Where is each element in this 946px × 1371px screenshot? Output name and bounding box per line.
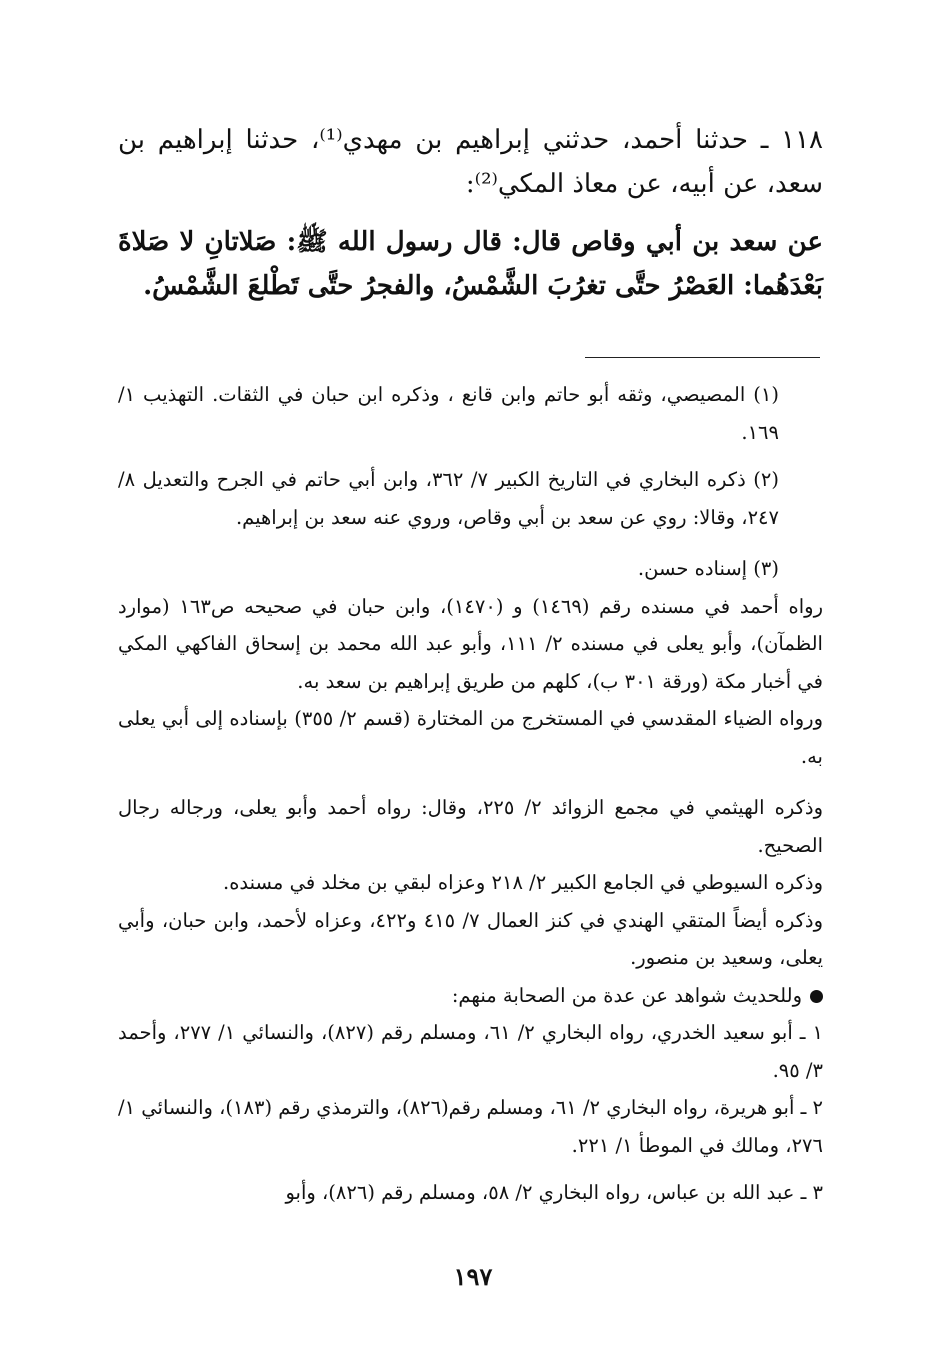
footnotes [118, 376, 823, 1212]
footnote-separator [585, 357, 820, 358]
footnote-list-item: ٢ ـ أبو هريرة، رواه البخاري ٢/ ٦١، ومسلم رقم(٨٢٦)، والترمذي رقم (١٨٣)، والنسائي ١/ ٢٧٦، ومالك في الموطأ ١/ ٢٢١. [118, 1096, 823, 1157]
footnote-paragraph: وذكره الهيثمي في مجمع الزوائد ٢/ ٢٢٥، وقال: رواه أحمد وأبو يعلى، ورجاله رجال الصحيح. [118, 796, 823, 857]
footnote-paragraph: وذكره السيوطي في الجامع الكبير ٢/ ٢١٨ وعزاه لبقي بن مخلد في مسنده. [223, 871, 823, 894]
bullet-icon [810, 990, 823, 1003]
footnote-list-item: ٣ ـ عبد الله بن عباس، رواه البخاري ٢/ ٥٨، ومسلم رقم (٨٢٦)، وأبو [285, 1181, 823, 1204]
footnote-paragraph: رواه أحمد في مسنده رقم (١٤٦٩) و (١٤٧٠)، وابن حبان في صحيحه ص١٦٣ (موارد الظمآن)، وأبو يعلى في مسنده ٢/ ١١١، وأبو عبد الله محمد بن إسحاق الفاكهي المكي في أخبار مكة (ورقة ٣٠١ ب)، كلهم من طريق إبراهيم بن سعد به. [118, 594, 824, 693]
footnote-3: (٣) إسناده حسن. [637, 557, 779, 580]
footnote-list-heading [118, 977, 823, 1015]
footnote-list-item: ١ ـ أبو سعيد الخدري، رواه البخاري ٢/ ٦١، ومسلم رقم (٨٢٧)، والنسائي ١/ ٢٧٧، وأحمد ٣/ ٩٥. [118, 1021, 824, 1082]
hadith-matn: عن سعد بن أبي وقاص قال: قال رسول الله ﷺ: صَلاتانِ لا صَلاةَ بَعْدَهُما: العَصْرُ حتَّى تغرُبَ الشَّمْسُ، والفجرُ حتَّى تَطْلعَ الشَّمْسُ. [118, 227, 823, 301]
footnote-1: (١) المصيصي، وثقه أبو حاتم وابن قانع ، وذكره ابن حبان في الثقات. التهذيب ١/ ١٦٩. [118, 383, 779, 444]
footnote-paragraph: ورواه الضياء المقدسي في المستخرج من المختارة (قسم ٢/ ٣٥٥) بإسناده إلى أبي يعلى به. [118, 707, 823, 768]
footnote-paragraph: وذكره أيضاً المتقي الهندي في كنز العمال ٧/ ٤١٥ و٤٢٢، وعزاه لأحمد، وابن حبان، وأبي يعلى، وسعيد بن منصور. [118, 908, 823, 969]
hadith-isnad: ١١٨ ـ حدثنا أحمد، حدثني إبراهيم بن مهدي⁽¹⁾، حدثنا إبراهيم بن سعد، عن أبيه، عن معاذ المكي⁽²⁾: [118, 125, 824, 199]
footnote-2: (٢) ذكره البخاري في التاريخ الكبير ٧/ ٣٦٢، وابن أبي حاتم في الجرح والتعديل ٨/ ٢٤٧، وقالا: روي عن سعد بن أبي وقاص، وروي عنه سعد بن إبراهيم. [118, 468, 779, 529]
footnote-list-heading-text: وللحديث شواهد عن عدة من الصحابة منهم: [451, 983, 802, 1007]
main-text [118, 118, 823, 308]
page-number: ١٩٧ [453, 1262, 493, 1291]
